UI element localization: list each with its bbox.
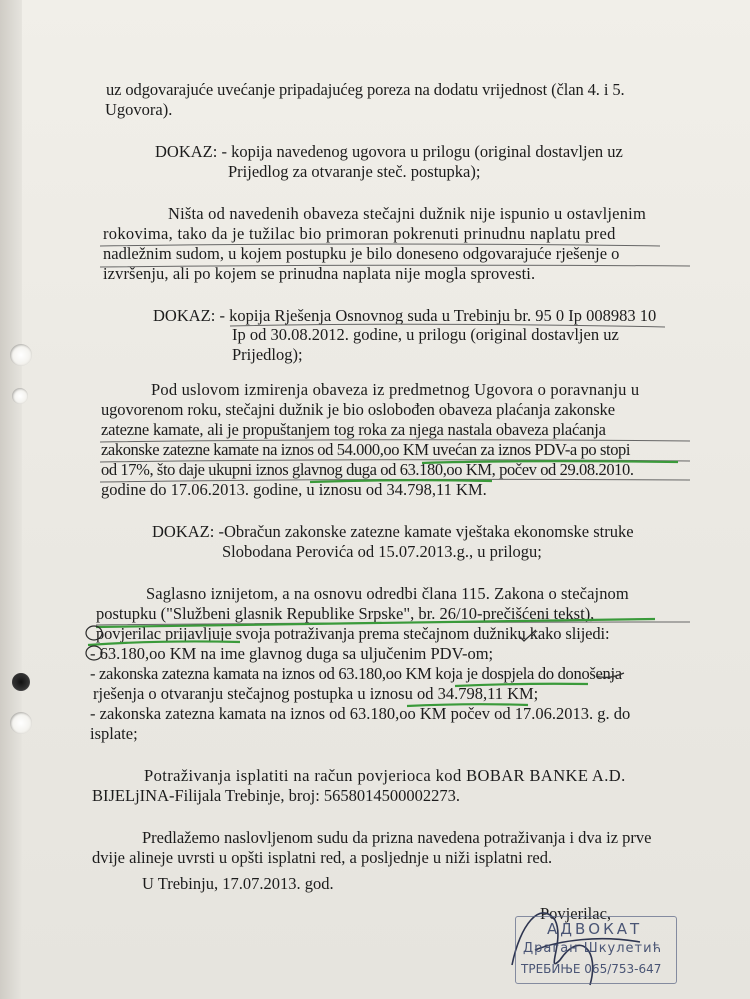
text-line: Potraživanja isplatiti na račun povjerioca kod BOBAR BANKE A.D. (144, 766, 626, 785)
text-line: dvije alineje uvrsti u opšti isplatni red, a posljednje u niži isplatni red. (92, 848, 553, 867)
evidence-line: Ip od 30.08.2012. godine, u prilogu (original dostavljen uz (232, 325, 619, 344)
text-line: povjerilac prijavljuje svoja potraživanja prema stečajnom dužniku kako slijedi: (96, 624, 610, 643)
text-line: Predlažemo naslovljenom sudu da prizna navedena potraživanja i dva iz prve (142, 828, 652, 847)
stamp-name: Драган Шкулетић (523, 941, 663, 956)
text-line: godine do 17.06.2013. godine, u iznosu od 34.798,11 KM. (101, 480, 487, 499)
text-line: Saglasno iznijetom, a na osnovu odredbi člana 115. Zakona o stečajnom (146, 584, 629, 603)
evidence-line: Prijedlog za otvaranje steč. postupka); (228, 162, 481, 181)
stamp-city-phone: ТРЕБИЊЕ 065/753-647 (521, 962, 662, 976)
text-line: izvršenju, ali po kojem se prinudna naplata nije mogla sprovesti. (103, 264, 536, 283)
text-line: rješenja o otvaranju stečajnog postupka u iznosu od 34.798,11 KM; (93, 684, 539, 703)
text-line: od 17%, što daje ukupni iznos glavnog duga od 63.180,oo KM, počev od 29.08.2010. (101, 460, 634, 479)
punch-hole-3 (12, 673, 30, 691)
place-date-line: U Trebinju, 17.07.2013. god. (142, 874, 334, 893)
claim-item: - zakonska zatezna kamata na iznos od 63.180,oo KM koja je dospjela do donošenja (90, 664, 622, 683)
text-line: isplate; (90, 724, 138, 743)
punch-hole-2 (12, 388, 28, 404)
text-line: nadležnim sudom, u kojem postupku je bilo doneseno odgovarajuće rješenje o (103, 244, 620, 263)
text-line: zakonske zatezne kamate na iznos od 54.000,oo KM uvećan za iznos PDV-a po stopi (101, 440, 631, 459)
text-line: ugovorenom roku, stečajni dužnik je bio oslobođen obaveza plaćanja zakonske (101, 400, 615, 419)
claim-item: - 63.180,oo KM na ime glavnog duga sa uljučenim PDV-om; (90, 644, 494, 663)
text-line: zatezne kamate, ali je propuštanjem tog roka za njega nastala obaveza plaćanja (101, 420, 606, 439)
text-line: BIJELjINA-Filijala Trebinje, broj: 5658014500002273. (92, 786, 461, 805)
text-line: uz odgovarajuće uvećanje pripadajućeg poreza na dodatu vrijednost (član 4. i 5. (106, 80, 625, 99)
punch-hole-4 (10, 712, 32, 734)
claim-item: - zakonska zatezna kamata na iznos od 63.180,oo KM počev od 17.06.2013. g. do (90, 704, 631, 723)
text-line: Ugovora). (105, 100, 173, 119)
evidence-line: DOKAZ: - kopija navedenog ugovora u prilogu (original dostavljen uz (155, 142, 623, 161)
text-line: rokovima, tako da je tužilac bio primoran pokrenuti prinudnu naplatu pred (103, 224, 616, 243)
evidence-line: DOKAZ: - kopija Rješenja Osnovnog suda u Trebinju br. 95 0 Ip 008983 10 (153, 306, 657, 325)
evidence-line: DOKAZ: -Obračun zakonske zatezne kamate vještaka ekonomske struke (152, 522, 634, 541)
signatory-label: Povjerilac, (540, 904, 612, 923)
punch-hole-1 (10, 344, 32, 366)
stamp-title: АДВОКАТ (547, 920, 643, 938)
evidence-line: Slobodana Perovića od 15.07.2013.g., u prilogu; (222, 542, 542, 561)
lawyer-stamp (505, 908, 680, 988)
text-line: Ništa od navedenih obaveza stečajni dužnik nije ispunio u ostavljenim (168, 204, 646, 223)
text-line: postupku ("Službeni glasnik Republike Srpske", br. 26/10-prečišćeni tekst), (96, 604, 595, 623)
text-line: Pod uslovom izmirenja obaveza iz predmetnog Ugovora o poravnanju u (151, 380, 640, 399)
evidence-line: Prijedlog); (232, 345, 303, 364)
